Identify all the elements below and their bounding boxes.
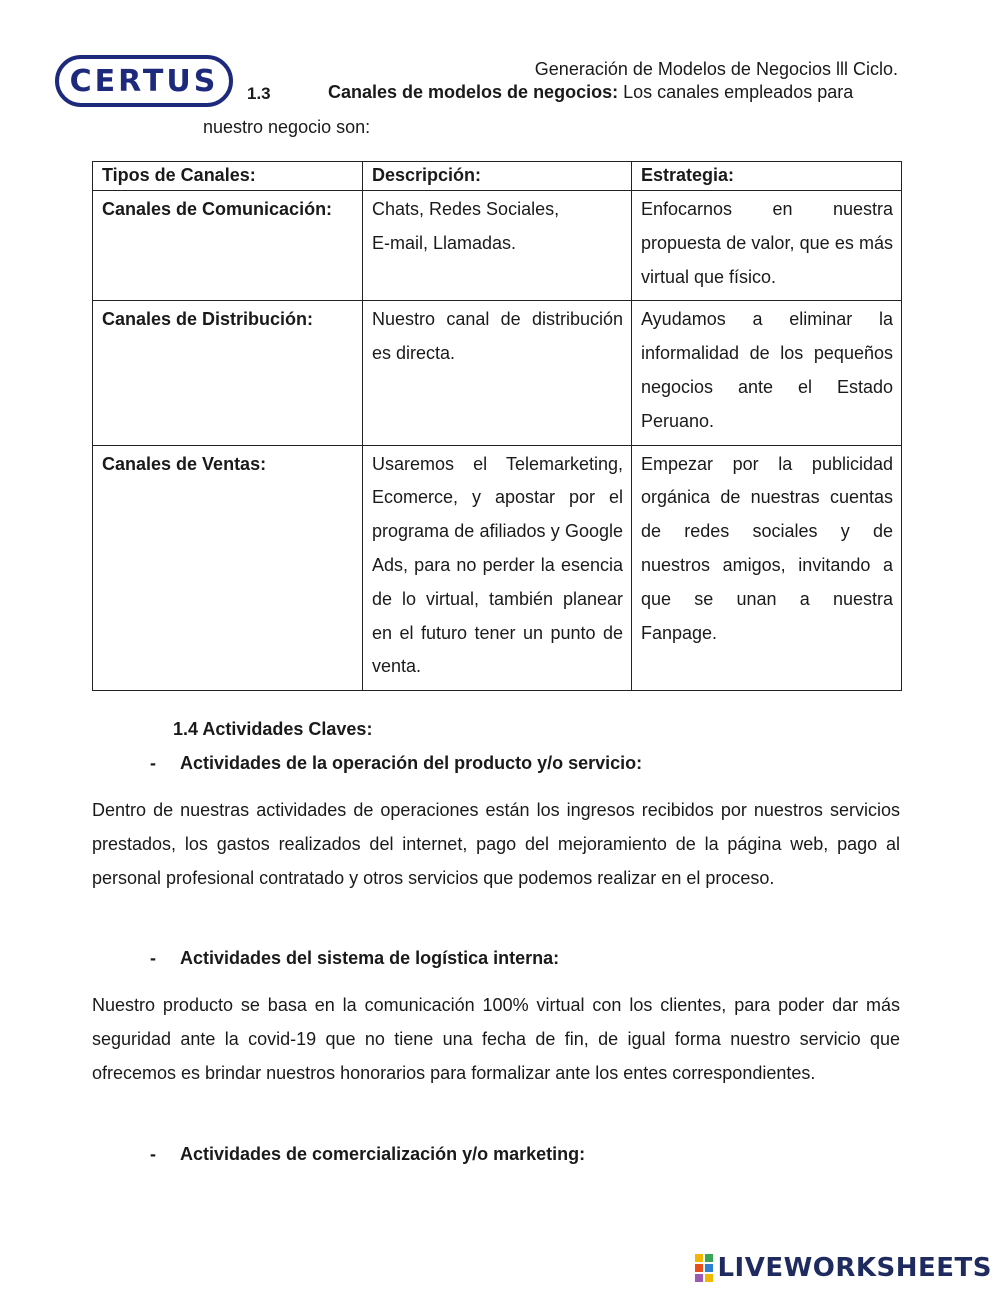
table-row <box>93 191 902 301</box>
description-cell: Nuestro canal de distribución es directa. <box>363 301 632 445</box>
channel-type-cell: Canales de Distribución: <box>93 301 363 445</box>
bullet-heading: Actividades de la operación del producto y/o servicio: <box>180 753 643 773</box>
bullet-dash: - <box>150 753 156 773</box>
description-cell: Chats, Redes Sociales, E-mail, Llamadas. <box>363 191 632 301</box>
section-1-4-title: 1.4 Actividades Claves: <box>173 719 373 739</box>
logistics-paragraph: Nuestro producto se basa en la comunicación 100% virtual con los clientes, para poder dar más seguridad ante la covid-19 que no tiene una fecha de fin, de igual forma nuestro servicio que ofrecemos es brindar nuestros honorarios para formalizar ante los entes correspondientes. <box>92 995 900 1083</box>
header-strategy: Estrategia: <box>632 162 902 191</box>
strategy-cell: Empezar por la publicidad orgánica de nuestras cuentas de redes sociales y de nuestros amigos, invitando a que se unan a nuestra Fanpage. <box>632 445 902 691</box>
section-1-3-title: Canales de modelos de negocios: <box>328 82 619 102</box>
table-row <box>93 445 902 691</box>
channels-table <box>92 161 902 691</box>
block <box>695 1274 703 1282</box>
watermark-text: LIVEWORKSHEETS <box>717 1253 992 1283</box>
bullet-dash: - <box>150 948 156 968</box>
channel-type-cell: Canales de Ventas: <box>93 445 363 691</box>
block <box>705 1274 713 1282</box>
description-cell: Usaremos el Telemarketing, Ecomerce, y apostar por el programa de afiliados y Google Ads, para no perder la esencia de lo virtual, también planear en el futuro tener un punto de venta. <box>363 445 632 691</box>
block <box>705 1264 713 1272</box>
bullet-heading: Actividades del sistema de logística interna: <box>180 948 560 968</box>
bullet-dash: - <box>150 1144 156 1164</box>
block <box>695 1264 703 1272</box>
strategy-cell: Enfocarnos en nuestra propuesta de valor, que es más virtual que físico. <box>632 191 902 301</box>
operations-paragraph: Dentro de nuestras actividades de operaciones están los ingresos recibidos por nuestros servicios prestados, los gastos realizados del internet, pago del mejoramiento de la página web, pago al personal profesional contratado y otros servicios que podemos realizar en el proceso. <box>92 800 900 888</box>
logo-text: CERTUS <box>69 63 219 99</box>
section-1-3-intro-continued: nuestro negocio son: <box>203 117 371 137</box>
strategy-cell: Ayudamos a eliminar la informalidad de los pequeños negocios ante el Estado Peruano. <box>632 301 902 445</box>
channel-type-cell: Canales de Comunicación: <box>93 191 363 301</box>
table-row <box>93 301 902 445</box>
table-header-row <box>93 162 902 191</box>
section-1-3-number: 1.3 <box>247 84 271 103</box>
liveworksheets-blocks-icon <box>695 1254 713 1282</box>
header-description: Descripción: <box>363 162 632 191</box>
certus-logo <box>55 55 233 107</box>
block <box>705 1254 713 1262</box>
course-header: Generación de Modelos de Negocios lll Ciclo. <box>534 59 898 79</box>
liveworksheets-watermark <box>695 1253 992 1283</box>
header-channel-type: Tipos de Canales: <box>93 162 363 191</box>
section-1-3-intro: Los canales empleados para <box>618 82 854 102</box>
bullet-logistics <box>150 948 559 969</box>
bullet-operations <box>150 753 642 774</box>
section-1-3-heading-line <box>328 82 853 103</box>
bullet-heading: Actividades de comercialización y/o marketing: <box>180 1144 586 1164</box>
bullet-marketing <box>150 1144 585 1165</box>
block <box>695 1254 703 1262</box>
